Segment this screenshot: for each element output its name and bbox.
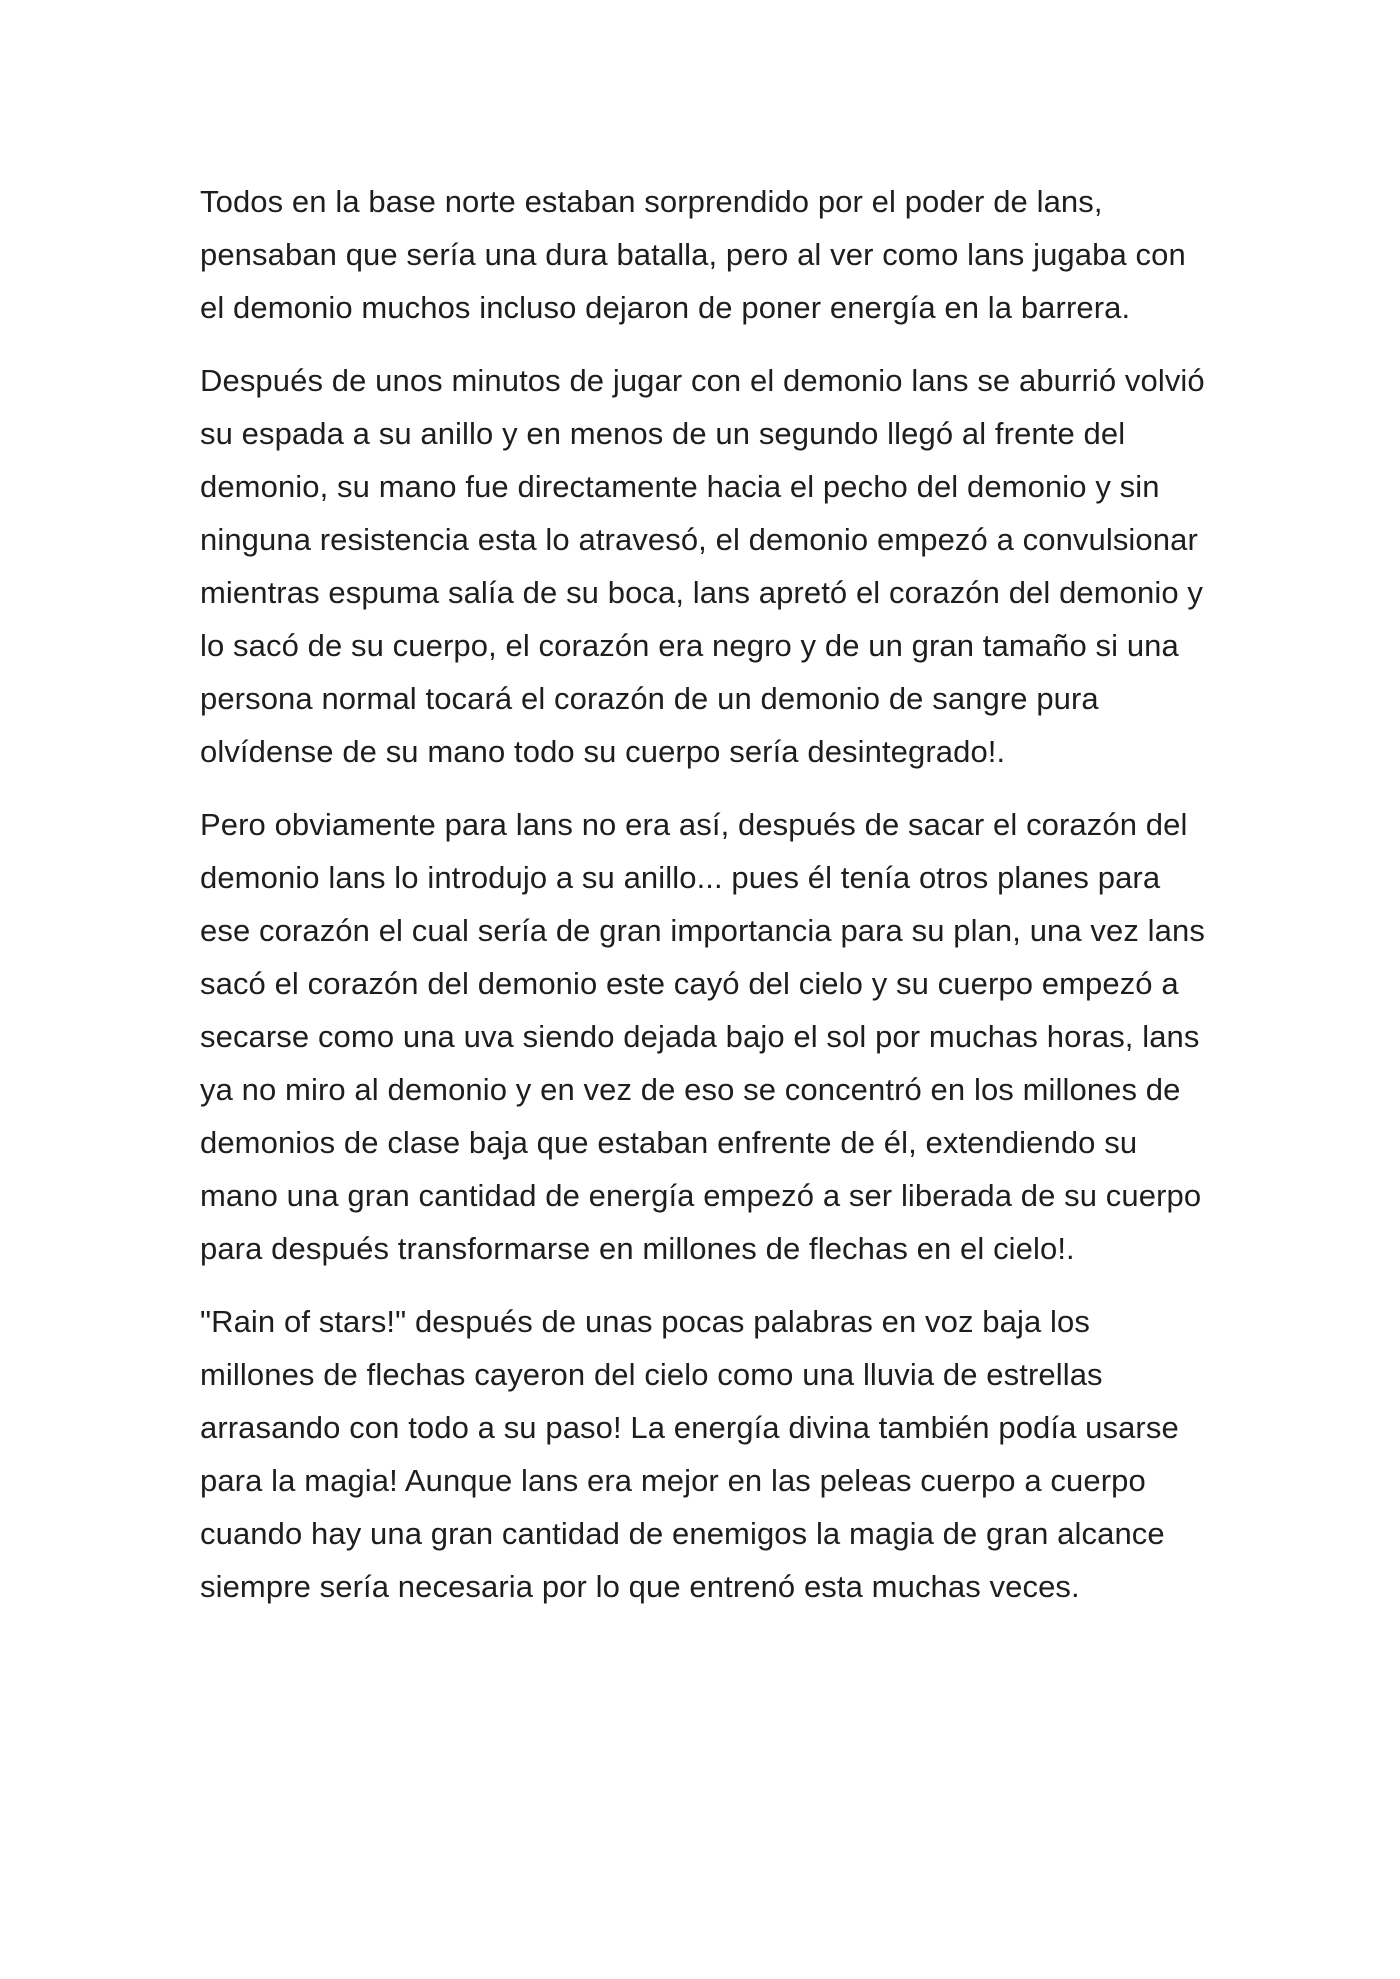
paragraph-3: Pero obviamente para lans no era así, después de sacar el corazón del demonio lans lo introdujo a su anillo... pues él tenía otros planes para ese corazón el cual sería de gran importancia para su plan, una vez lans sacó el corazón del demonio este cayó del cielo y su cuerpo empezó a secarse como una uva siendo dejada bajo el sol por muchas horas, lans ya no miro al demonio y en vez de eso se concentró en los millones de demonios de clase baja que estaban enfrente de él, extendiendo su mano una gran cantidad de energía empezó a ser liberada de su cuerpo para después transformarse en millones de flechas en el cielo!. [200,807,1205,1266]
paragraph-2: Después de unos minutos de jugar con el demonio lans se aburrió volvió su espada a su anillo y en menos de un segundo llegó al frente del demonio, su mano fue directamente hacia el pecho del demonio y sin ninguna resistencia esta lo atravesó, el demonio empezó a convulsionar mientras espuma salía de su boca, lans apretó el corazón del demonio y lo sacó de su cuerpo, el corazón era negro y de un gran tamaño si una persona normal tocará el corazón de un demonio de sangre pura olvídense de su mano todo su cuerpo sería desintegrado!. [200,363,1205,769]
paragraph-1: Todos en la base norte estaban sorprendido por el poder de lans, pensaban que sería una dura batalla, pero al ver como lans jugaba con el demonio muchos incluso dejaron de poner energía en la barrera. [200,184,1186,325]
paragraph-4: "Rain of stars!" después de unas pocas palabras en voz baja los millones de flechas cayeron del cielo como una lluvia de estrellas arrasando con todo a su paso! La energía divina también podía usarse para la magia! Aunque lans era mejor en las peleas cuerpo a cuerpo cuando hay una gran cantidad de enemigos la magia de gran alcance siempre sería necesaria por lo que entrenó esta muchas veces. [200,1304,1179,1604]
document-body [200,175,1205,1633]
